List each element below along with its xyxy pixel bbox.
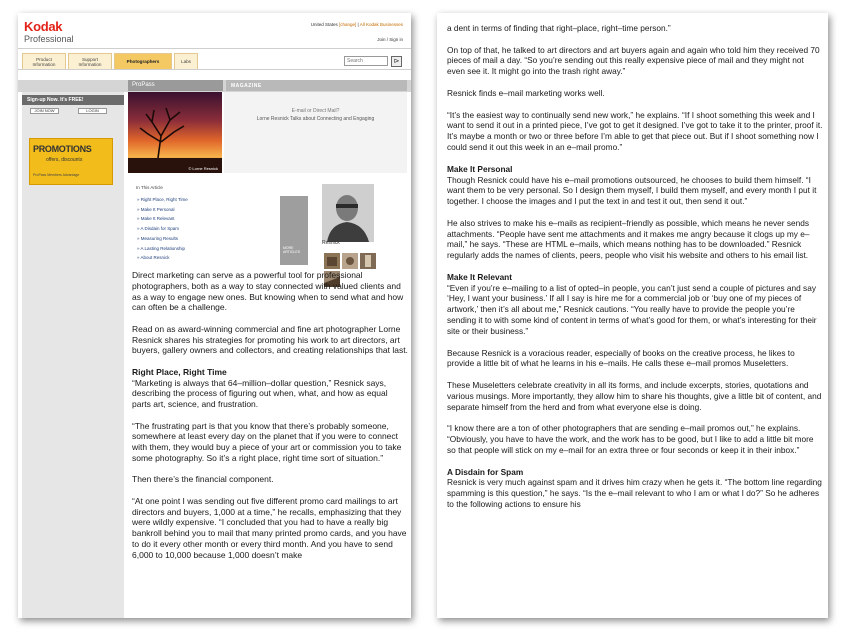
toc-link-disdain-spam[interactable]: » A Disdain for Spam: [137, 226, 180, 232]
login-button[interactable]: LOGIN: [78, 108, 107, 114]
search-input[interactable]: Search: [344, 56, 388, 66]
main-nav-tabs: [22, 53, 198, 69]
all-businesses-link[interactable]: All Kodak Businesses: [359, 22, 403, 27]
toc-link-about-resnick[interactable]: » About Resnick: [137, 255, 170, 261]
article-paragraph: He also strives to make his e–mails as recipient–friendly as possible, which means he never sends attachments. “People have sent me attachments and it makes me angry because it clogs up my e–mail,” he says. “These are HTML e–mails, which means nothing has to be downloaded.” Resnick regularly adds the names of clients, peers, people who visit his website and others to his email list.: [447, 217, 810, 261]
join-now-button[interactable]: JOIN NOW: [30, 108, 59, 114]
thumbnail-2-image: [342, 253, 358, 269]
article-paragraph: Resnick finds e–mail marketing works well.: [447, 87, 605, 98]
article-paragraph: These Museletters celebrate creativity in all its forms, and include excerpts, stories, quotations and various musings. More importantly, they allow him to share his thoughts, give a little bit of content, and separate himself from the herd and from what everyone else is doing.: [447, 380, 822, 412]
article-paragraph: “It’s the easiest way to continually send new work,” he explains. “If I shoot something this week and I want to send it out in a printed piece, I’ve got to get it designed. I’ve got to take it to the printer, proof it. It’s maybe a month or two or three before I’m able to get that piece out. But if I shoot something now I could send it out this week in an e–mail promo.”: [447, 109, 823, 153]
professional-label: Professional: [24, 34, 74, 44]
toc-link-make-personal[interactable]: » Make It Personal: [137, 206, 175, 212]
tab-product-information[interactable]: Product Information: [22, 53, 66, 69]
signup-banner: Sign-up Now. It's FREE!: [22, 95, 124, 105]
toc-heading: In This Article: [136, 185, 163, 190]
right-page-screenshot: [437, 13, 828, 618]
tab-support-information[interactable]: Support Information: [68, 53, 112, 69]
right-article-body: [447, 23, 823, 510]
toc-link-measuring-results[interactable]: » Measuring Results: [137, 235, 179, 241]
toc-link-lasting-relationship[interactable]: » A Lasting Relationship: [137, 245, 186, 251]
article-teaser: [224, 92, 407, 173]
section-heading-make-relevant: Make It Relevant: [447, 271, 513, 282]
section-heading-right-place: Right Place, Right Time: [132, 366, 227, 377]
hero-sunset-image: [128, 92, 222, 173]
search-button[interactable]: ⊳: [391, 56, 402, 67]
article-paragraph: “The frustrating part is that you know that there’s probably someone, somewhere at least every day on the planet that if you were to connect with them, they would buy a piece of your art or commission you to take some photography. So it’s a right place, right time sort of situation.”: [132, 420, 402, 463]
section-heading-make-personal: Make It Personal: [447, 163, 513, 174]
teaser-title: E-mail or Direct Mail?: [291, 108, 340, 114]
article-paragraph: “Marketing is always that 64–million–dollar question,” Resnick says, describing the process of figuring out when, what, and how as equal parts art, science, and frustration.: [132, 377, 388, 410]
toc-link-make-relevant[interactable]: » Make It Relevant: [137, 216, 175, 222]
region-name: United States: [310, 22, 338, 27]
tabs-divider: [18, 69, 411, 70]
thumbnail-3[interactable]: [360, 253, 376, 269]
more-articles-label: MORE ARTICLES: [283, 246, 301, 254]
article-paragraph: “I know there are a ton of other photographers that are sending e–mail promos out,” he explains. “Obviously, you have to have the work, and the work has to be good, but I like to add a little bit more so that people will stick on my e–mail for an extra three or four seconds or keep it in their inbox.”: [447, 423, 814, 455]
toc-link-right-place[interactable]: » Right Place, Right Time: [137, 197, 188, 202]
hero-caption: © Lorne Resnick: [188, 166, 218, 171]
article-paragraph: Because Resnick is a voracious reader, especially of books on the creative process, he likes to provide a little bit of what he learns in his e–mails. He calls these e–mail promos Museletters.: [447, 347, 795, 369]
portrait-photo: [322, 184, 374, 242]
promo-footnote: ProPass Members Advantage: [33, 173, 80, 177]
promotions-banner[interactable]: [29, 138, 113, 185]
thumbnail-1-image: [324, 253, 340, 269]
article-paragraph: Read on as award-winning commercial and fine art photographer Lorne Resnick shares his strategies for promoting his work to art directors, art buyers, gallery owners and collectors, and creating relationships that last.: [132, 323, 408, 356]
propass-label: ProPass: [128, 80, 223, 91]
article-paragraph: “At one point I was sending out five different promo card mailings to art directors and buyers, 1,000 at a time,” he recalls, emphasizing that they were wildly expensive. “I concluded that you had to have a really big bankroll behind you to mail that many printed promo cards, and you have to do it every other month or every third month. And you have to send 6,000 to 10,000 because 1,000 doesn’t make: [132, 495, 407, 560]
region-selector: [311, 22, 403, 27]
resnick-portrait: [322, 184, 374, 242]
header-separator: |: [357, 22, 359, 27]
promo-subtitle: offers, discounts: [46, 157, 83, 163]
region-change-link[interactable]: [change]: [339, 22, 357, 27]
thumbnail-2[interactable]: [342, 253, 358, 269]
tab-photographers[interactable]: Photographers: [114, 53, 172, 69]
more-articles-box[interactable]: [280, 196, 308, 265]
toc-list: [137, 195, 188, 263]
kodak-logo[interactable]: Kodak: [24, 19, 63, 34]
article-paragraph: Though Resnick could have his e–mail promotions outsourced, he chooses to build them himself. “I want them to be very personal. So I design them myself, I build them myself, and every month I put it together. I choose the images and I put the text in and test it out, then send it out.”: [447, 174, 817, 207]
article-paragraph: On top of that, he talked to art directors and art buyers again and again who told him they received 70 pieces of mail a day. “So you’re sending out this really expensive piece of mail and they might not even see it. It might go into the trash right away.”: [447, 44, 820, 77]
left-page-screenshot: [18, 13, 411, 618]
promo-title: PROMOTIONS: [33, 144, 92, 154]
header-divider: [18, 48, 411, 49]
section-heading-disdain-spam: A Disdain for Spam: [447, 466, 524, 477]
thumbnail-1[interactable]: [324, 253, 340, 269]
magazine-label: MAGAZINE: [226, 80, 407, 91]
join-signin-link[interactable]: Join / Sign in: [377, 37, 403, 42]
left-article-body: [132, 270, 408, 571]
article-paragraph: a dent in terms of finding that right–place, right–time person.”: [447, 23, 671, 33]
thumbnail-3-image: [360, 253, 376, 269]
article-paragraph: Direct marketing can serve as a powerful tool for professional photographers, both as a way to stay connected with valued clients and as a way to engage new ones. But knowing when to send what and how can often be a challenge.: [132, 270, 404, 313]
teaser-subtitle: Lorne Resnick Talks about Connecting and Engaging: [256, 116, 375, 122]
tab-labs[interactable]: Labs: [174, 53, 198, 69]
portrait-caption: Resnick: [322, 240, 340, 246]
article-paragraph: Resnick is very much against spam and it drives him crazy when he gets it. “The bottom line regarding spamming is this question,” he says. “Is the e–mail relevant to who I am or what I do?” So he adheres to the following actions to ensure his: [447, 477, 822, 509]
sunset-tree-photo: [128, 92, 222, 173]
article-paragraph: Then there’s the financial component.: [132, 474, 274, 485]
article-paragraph: “Even if you’re e–mailing to a list of opted–in people, you can’t just send a couple of pictures and say ‘Hey, I want your business.’ If all I say is hire me for a commercial job or ‘buy one of my pieces of artwork,’ then it’s all about me,” Resnick cautions. “You really have to provide the people you’re sending it to with some kind of content in terms of what’s good for them, or what’s interesting for their site or their business.”: [447, 282, 817, 336]
